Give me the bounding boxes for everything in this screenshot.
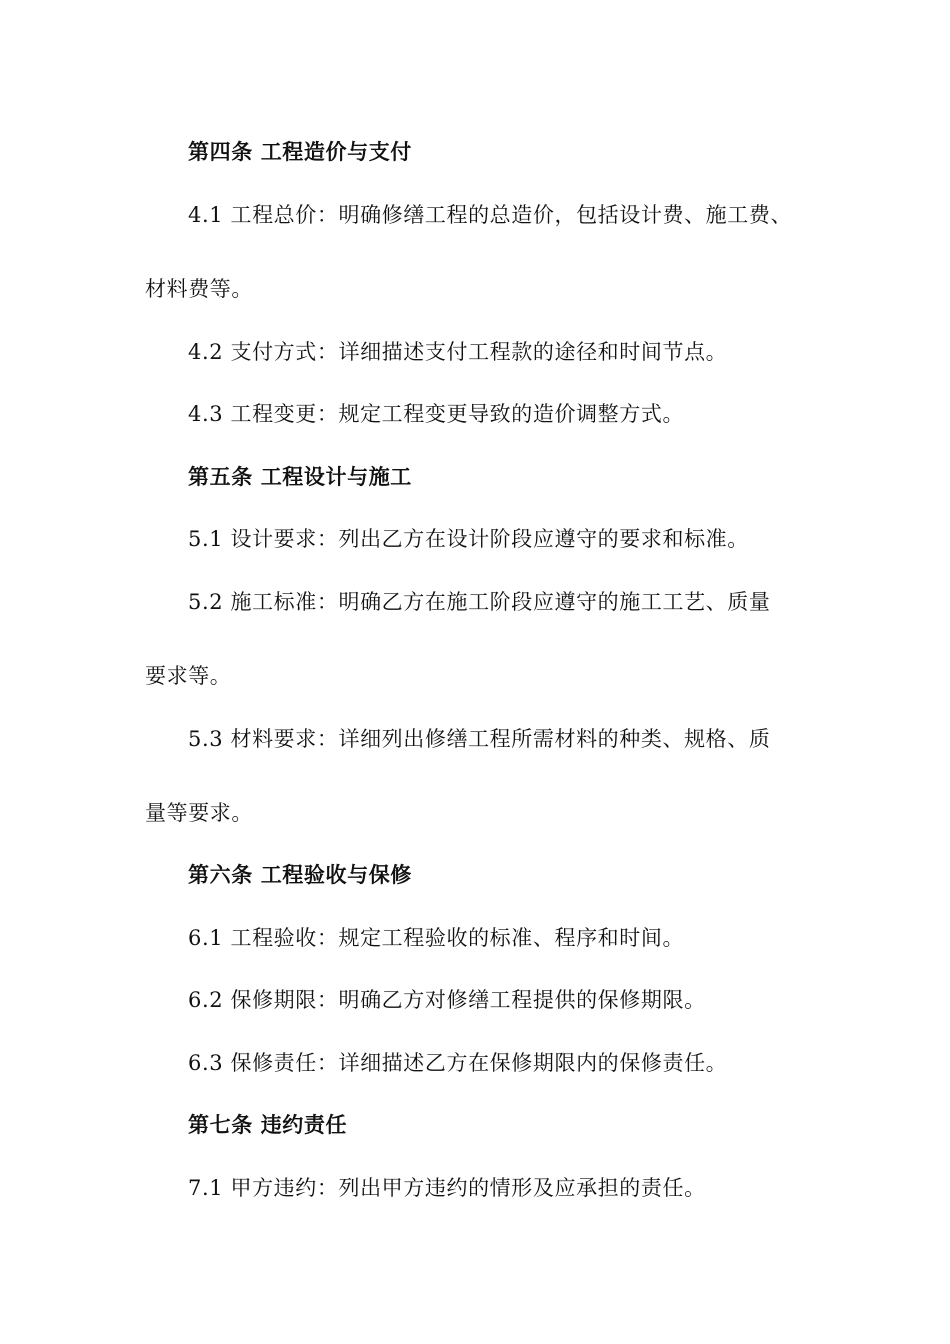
section-heading-4: 第四条 工程造价与支付 xyxy=(188,139,412,164)
clause-4-2: 4.2 支付方式：详细描述支付工程款的途径和时间节点。 xyxy=(188,340,728,364)
section-heading-5: 第五条 工程设计与施工 xyxy=(188,464,412,489)
clause-4-1-continuation: 材料费等。 xyxy=(145,277,253,301)
clause-5-1: 5.1 设计要求：列出乙方在设计阶段应遵守的要求和标准。 xyxy=(188,527,749,551)
clause-4-1: 4.1 工程总价：明确修缮工程的总造价，包括设计费、施工费、 xyxy=(188,203,793,227)
clause-5-3-continuation: 量等要求。 xyxy=(145,801,253,825)
clause-6-3: 6.3 保修责任：详细描述乙方在保修期限内的保修责任。 xyxy=(188,1051,728,1075)
section-heading-6: 第六条 工程验收与保修 xyxy=(188,862,412,887)
section-heading-7: 第七条 违约责任 xyxy=(188,1112,348,1137)
clause-7-1: 7.1 甲方违约：列出甲方违约的情形及应承担的责任。 xyxy=(188,1176,706,1200)
clause-6-2: 6.2 保修期限：明确乙方对修缮工程提供的保修期限。 xyxy=(188,988,706,1012)
clause-5-3: 5.3 材料要求：详细列出修缮工程所需材料的种类、规格、质 xyxy=(188,727,771,751)
clause-5-2-continuation: 要求等。 xyxy=(145,664,232,688)
clause-4-3: 4.3 工程变更：规定工程变更导致的造价调整方式。 xyxy=(188,402,685,426)
clause-5-2: 5.2 施工标准：明确乙方在施工阶段应遵守的施工工艺、质量 xyxy=(188,590,771,614)
clause-6-1: 6.1 工程验收：规定工程验收的标准、程序和时间。 xyxy=(188,926,685,950)
